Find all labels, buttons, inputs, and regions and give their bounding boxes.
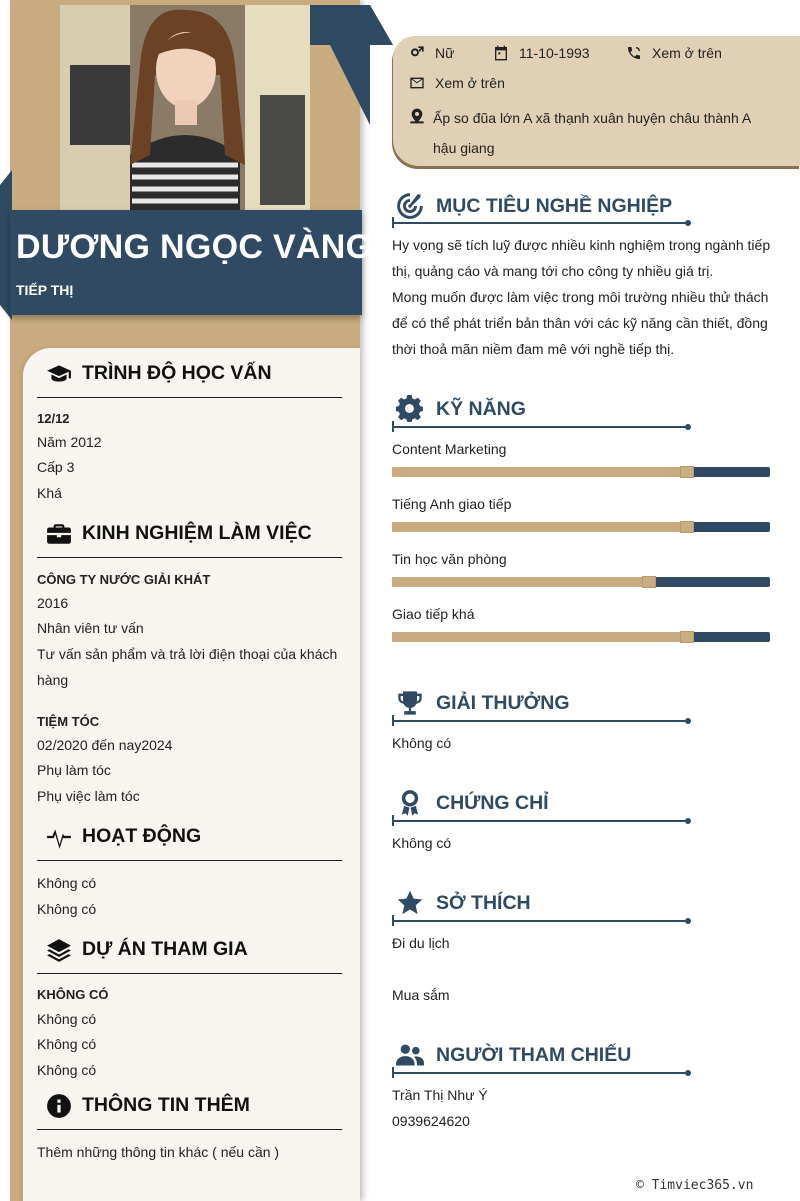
location-icon [409, 107, 425, 125]
skill-name: Giao tiếp khá [392, 606, 475, 622]
experience-section-header [37, 510, 342, 558]
education-grade: Khá [37, 485, 62, 501]
users-icon [396, 1041, 424, 1069]
skill-bar [392, 522, 770, 532]
job-title: TIẾP THỊ [16, 282, 74, 298]
additional-title: THÔNG TIN THÊM [82, 1094, 250, 1116]
awards-title: GIẢI THƯỞNG [436, 691, 570, 714]
education-year: Năm 2012 [37, 434, 102, 450]
info-icon [46, 1093, 72, 1119]
references-section-header [392, 1037, 692, 1073]
skill-level-fill [392, 632, 687, 642]
gear-icon [396, 395, 424, 423]
skill-name: Tin học văn phòng [392, 551, 507, 567]
references-title: NGƯỜI THAM CHIẾU [436, 1043, 632, 1066]
education-level: Cấp 3 [37, 459, 75, 475]
phone-value: Xem ở trên [652, 45, 722, 61]
education-school: 12/12 [37, 411, 70, 426]
phone-icon [626, 45, 642, 61]
job-company: CÔNG TY NƯỚC GIẢI KHÁT [37, 572, 211, 587]
skill-name: Tiếng Anh giao tiếp [392, 496, 512, 512]
objective-section-header [392, 188, 692, 224]
birthday-value: 11-10-1993 [519, 45, 590, 61]
awards-section-header [392, 685, 692, 721]
education-title: TRÌNH ĐỘ HỌC VẤN [82, 362, 272, 384]
hobby-item: Mua sắm [392, 987, 450, 1003]
star-icon [396, 889, 424, 917]
job-company: TIỆM TÓC [37, 714, 100, 729]
reference-name: Trần Thị Như Ý [392, 1087, 488, 1103]
skill-bar [392, 577, 770, 587]
project-name: KHÔNG CÓ [37, 987, 109, 1002]
profile-photo [60, 5, 310, 210]
birthday-item [493, 45, 590, 61]
skill-level-fill [392, 577, 649, 587]
phone-item [626, 45, 722, 61]
trophy-icon [396, 689, 424, 717]
additional-text: Thêm những thông tin khác ( nếu cần ) [37, 1144, 280, 1160]
heartbeat-icon [46, 824, 72, 850]
experience-title: KINH NGHIỆM LÀM VIỆC [82, 522, 312, 544]
skill-level-fill [392, 522, 687, 532]
email-item [409, 75, 505, 91]
job-position: Nhân viên tư vấn [37, 620, 144, 636]
job-period: 02/2020 đến nay2024 [37, 737, 173, 753]
skills-section-header [392, 391, 692, 427]
hobby-item: Đi du lịch [392, 935, 450, 951]
projects-title: DỰ ÁN THAM GIA [82, 938, 248, 960]
section-divider [392, 920, 688, 922]
gender-value: Nữ [435, 45, 455, 61]
briefcase-icon [46, 521, 72, 547]
skill-name: Content Marketing [392, 441, 507, 457]
section-divider [392, 1072, 688, 1074]
skill-level-fill [392, 467, 687, 477]
address-value: Ấp so đũa lớn A xã thạnh xuân huyện châu thành A hậu giang [433, 110, 751, 156]
section-divider [392, 720, 688, 722]
profile-photo-image [60, 5, 310, 210]
hobbies-title: SỞ THÍCH [436, 891, 531, 914]
skill-level-marker [642, 576, 656, 588]
skill-level-marker [680, 521, 694, 533]
skill-level-marker [680, 631, 694, 643]
objective-title: MỤC TIÊU NGHỀ NGHIỆP [436, 194, 673, 217]
project-item: Không có [37, 1062, 97, 1078]
gender-icon [409, 45, 425, 61]
target-icon [396, 192, 424, 220]
job-period: 2016 [37, 595, 69, 611]
project-item: Không có [37, 1036, 97, 1052]
additional-section-header [37, 1082, 342, 1130]
certificates-text: Không có [392, 835, 452, 851]
layers-icon [46, 937, 72, 963]
envelope-icon [409, 75, 425, 91]
certificates-section-header [392, 785, 692, 821]
reference-phone: 0939624620 [392, 1113, 470, 1129]
name-banner [10, 210, 373, 315]
job-position: Phụ làm tóc [37, 762, 111, 778]
hobbies-section-header [392, 885, 692, 921]
skill-bar [392, 632, 770, 642]
education-section-header [37, 350, 342, 398]
awards-text: Không có [392, 735, 452, 751]
certificates-title: CHỨNG CHỈ [436, 791, 549, 814]
footer-credit: © Timviec365.vn [636, 1178, 754, 1193]
job-description: Tư vấn sản phẩm và trả lời điện thoại của khách hàng [37, 646, 338, 688]
award-ribbon-icon [396, 789, 424, 817]
graduation-cap-icon [46, 361, 72, 387]
email-value: Xem ở trên [435, 75, 505, 91]
activities-section-header [37, 813, 342, 861]
project-item: Không có [37, 1011, 97, 1027]
section-divider [392, 222, 688, 224]
objective-text: Hy vọng sẽ tích luỹ được nhiều kinh nghiệm trong ngành tiếp thị, quảng cáo và mang tới cho công ty nhiều giá trị. Mong muốn được làm việc trong môi trường nhiều thử thách để có thể phát triển bản thân với các kỹ năng cần thiết, đồng thời thoả mãn niềm đam mê với nghề tiếp thị. [392, 237, 771, 357]
section-divider [392, 426, 688, 428]
calendar-icon [493, 45, 509, 61]
full-name: DƯƠNG NGỌC VÀNG [16, 228, 373, 266]
activity-item: Không có [37, 901, 97, 917]
projects-section-header [37, 926, 342, 974]
section-divider [392, 820, 688, 822]
job-description: Phụ việc làm tóc [37, 788, 140, 804]
gender-item [409, 45, 454, 61]
skill-level-marker [680, 466, 694, 478]
activity-item: Không có [37, 875, 97, 891]
skill-bar [392, 467, 770, 477]
activities-title: HOẠT ĐỘNG [82, 825, 202, 847]
skills-title: KỸ NĂNG [436, 397, 526, 420]
